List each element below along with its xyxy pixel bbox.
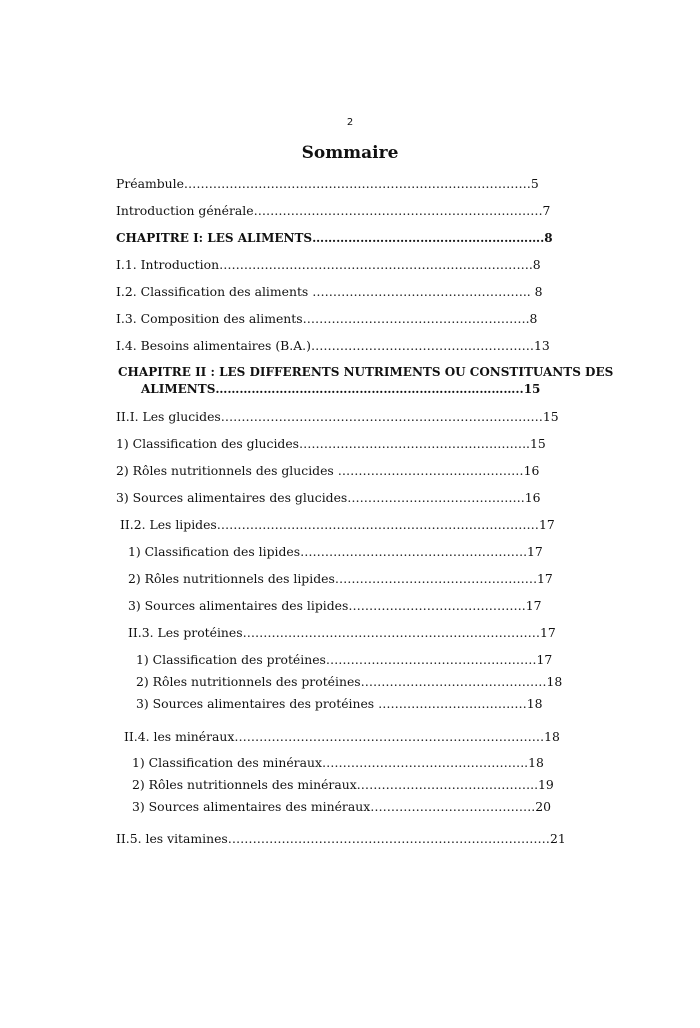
- toc-entry-i2[interactable]: I.2. Classification des aliments …………………………………………….. 8: [116, 284, 543, 299]
- toc-entry-chapitre-2-line2: ALIMENTS…………………………………………………………………..15: [141, 382, 541, 396]
- toc-entry-ii2[interactable]: II.2. Les lipides……………………………………………………………………17: [120, 517, 555, 532]
- toc-entry-i3[interactable]: I.3. Composition des aliments……………………………………………….8: [116, 311, 538, 326]
- toc-entry-ii3-2[interactable]: 2) Rôles nutritionnels des protéines………………………………………18: [136, 674, 563, 689]
- toc-entry-chapitre-2-line1: CHAPITRE II : LES DIFFERENTS NUTRIMENTS OU CONSTITUANTS DES: [118, 365, 614, 379]
- toc-entry-ii1[interactable]: II.I. Les glucides……………………………………………………………………15: [116, 409, 559, 424]
- toc-entry-ii3-1[interactable]: 1) Classification des protéines……………………………………………17: [136, 652, 553, 667]
- toc-entry-i4[interactable]: I.4. Besoins alimentaires (B.A.)………………………………………………13: [116, 338, 550, 353]
- toc-entry-ii4-3[interactable]: 3) Sources alimentaires des minéraux………………………………….20: [132, 799, 551, 814]
- toc-entry-preambule[interactable]: Préambule…………………………………………………………………………5: [116, 176, 539, 191]
- toc-entry-chapitre-2[interactable]: [118, 364, 613, 398]
- toc-entry-ii3[interactable]: II.3. Les protéines………………………………………………………………17: [128, 625, 556, 640]
- toc-entry-ii3-3[interactable]: 3) Sources alimentaires des protéines ………………………………18: [136, 696, 543, 711]
- page-number: 2: [346, 117, 354, 128]
- toc-entry-introduction-generale[interactable]: Introduction générale…………………………………………………………….7: [116, 203, 551, 218]
- toc-entry-ii4-2[interactable]: 2) Rôles nutritionnels des minéraux……………………………………..19: [132, 777, 554, 792]
- page-title: Sommaire: [301, 143, 399, 163]
- toc-entry-ii1-2[interactable]: 2) Rôles nutritionnels des glucides ………………………………………16: [116, 463, 540, 478]
- toc-entry-ii2-3[interactable]: 3) Sources alimentaires des lipides…………………………………….17: [128, 598, 542, 613]
- toc-entry-chapitre-1[interactable]: CHAPITRE I: LES ALIMENTS………………………………………………….8: [116, 231, 553, 245]
- toc-entry-i1[interactable]: I.1. Introduction………………………………………………………………….8: [116, 257, 541, 272]
- toc-entry-ii1-3[interactable]: 3) Sources alimentaires des glucides…………………………………….16: [116, 490, 541, 505]
- toc-entry-ii4[interactable]: II.4. les minéraux…………………………………………………………………18: [124, 729, 560, 744]
- toc-entry-ii1-1[interactable]: 1) Classification des glucides………………………………………………..15: [116, 436, 546, 451]
- toc-entry-ii5[interactable]: II.5. les vitamines……………………………………………………………………21: [116, 831, 566, 846]
- toc-entry-ii2-1[interactable]: 1) Classification des lipides……………………………………………….17: [128, 544, 543, 559]
- toc-entry-ii2-2[interactable]: 2) Rôles nutritionnels des lipides………………………………………….17: [128, 571, 553, 586]
- toc-entry-ii4-1[interactable]: 1) Classification des minéraux…………………………………………..18: [132, 755, 544, 770]
